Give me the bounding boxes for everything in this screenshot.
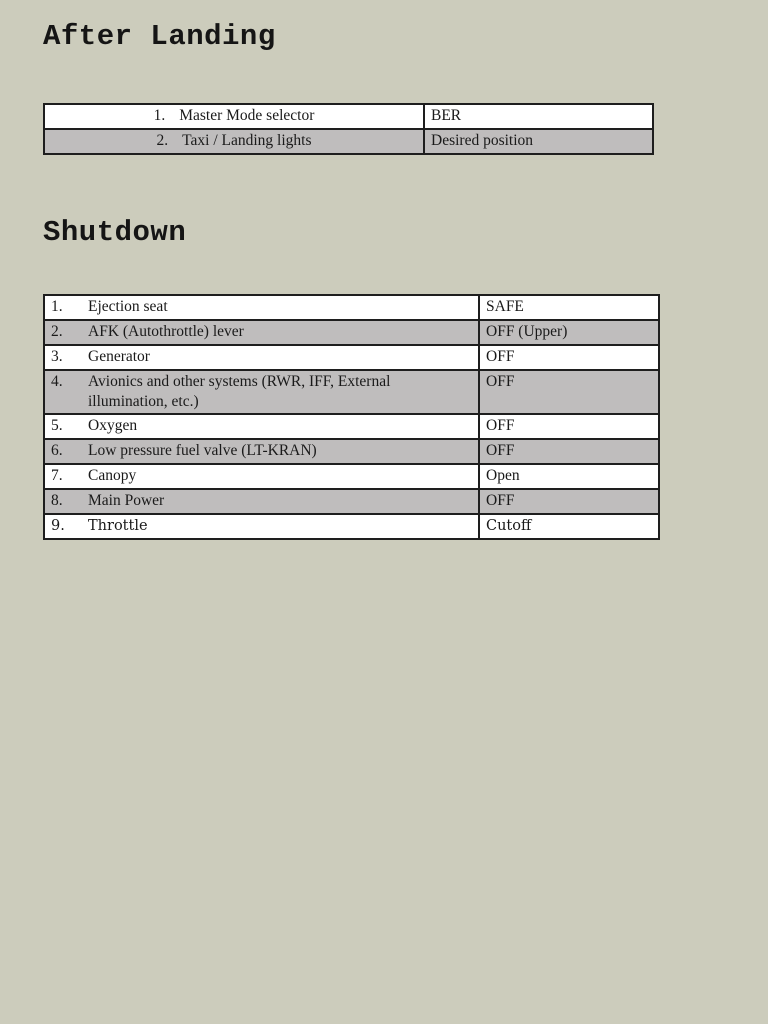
table-row	[44, 320, 659, 345]
item-label: AFK (Autothrottle) lever	[88, 323, 244, 340]
shutdown-table	[43, 294, 660, 540]
value-cell: OFF (Upper)	[479, 320, 659, 345]
item-number: 6.	[51, 442, 63, 459]
item-label: Ejection seat	[88, 298, 168, 315]
item-label: Low pressure fuel valve (LT-KRAN)	[88, 442, 317, 459]
item-cell	[44, 295, 479, 320]
table-row	[44, 129, 653, 154]
item-cell	[44, 345, 479, 370]
value-cell: OFF	[479, 345, 659, 370]
item-number: 7.	[51, 467, 63, 484]
table-row	[44, 439, 659, 464]
item-cell	[44, 514, 479, 539]
item-label: Canopy	[88, 467, 137, 484]
value-cell: OFF	[479, 439, 659, 464]
value-cell: SAFE	[479, 295, 659, 320]
item-label: Generator	[88, 348, 150, 365]
item-label: Taxi / Landing lights	[182, 132, 312, 149]
table-row	[44, 489, 659, 514]
item-number: 9.	[51, 518, 65, 534]
table-row	[44, 464, 659, 489]
item-number: 5.	[51, 417, 63, 434]
item-label: Master Mode selector	[179, 107, 315, 124]
table-row	[44, 345, 659, 370]
item-cell	[44, 320, 479, 345]
value-cell: OFF	[479, 414, 659, 439]
value-cell: Cutoff	[479, 514, 659, 539]
item-cell	[44, 129, 424, 154]
item-number: 3.	[51, 348, 63, 365]
item-number: 4.	[51, 373, 63, 390]
value-cell: Desired position	[424, 129, 653, 154]
shutdown-title: Shutdown	[43, 216, 187, 249]
item-label: Throttle	[88, 518, 148, 534]
item-cell	[44, 489, 479, 514]
item-label: Oxygen	[88, 417, 138, 434]
after-landing-title: After Landing	[43, 20, 276, 53]
item-label: Avionics and other systems (RWR, IFF, External illumination, etc.)	[88, 373, 391, 410]
table-row	[44, 414, 659, 439]
item-cell	[44, 370, 479, 414]
value-cell: OFF	[479, 370, 659, 414]
table-row	[44, 104, 653, 129]
item-number: 1.	[153, 107, 166, 124]
after-landing-table	[43, 103, 654, 155]
item-cell	[44, 464, 479, 489]
item-cell	[44, 414, 479, 439]
item-cell	[44, 104, 424, 129]
table-row	[44, 295, 659, 320]
item-number: 8.	[51, 492, 63, 509]
value-cell: Open	[479, 464, 659, 489]
value-cell: OFF	[479, 489, 659, 514]
item-number: 2.	[156, 132, 169, 149]
item-number: 1.	[51, 298, 63, 315]
table-row	[44, 514, 659, 539]
table-row	[44, 370, 659, 414]
item-cell	[44, 439, 479, 464]
item-label: Main Power	[88, 492, 165, 509]
item-number: 2.	[51, 323, 63, 340]
value-cell: BER	[424, 104, 653, 129]
